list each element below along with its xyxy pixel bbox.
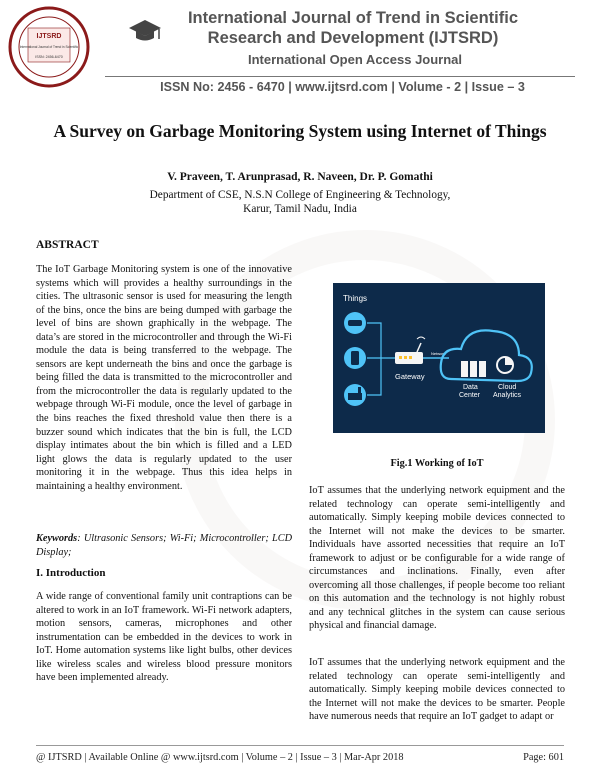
logo-issn: ISSN: 2456-6470 bbox=[35, 55, 63, 59]
introduction-text: A wide range of conventional family unit contraptions can be altered to work in an IoT framework. Wi-Fi network adapters, motion sensors, cameras, microphones and other instrumentation can be embedded in the devices to work in IoT. Home automation systems like light bulbs, other devices like wireless scales and wireless blood pressure monitors have been implemented already. bbox=[36, 591, 292, 684]
issn-line: ISSN No: 2456 - 6470 | www.ijtsrd.com | Volume - 2 | Issue – 3 bbox=[160, 80, 525, 94]
keywords-text: : Ultrasonic Sensors; Wi-Fi; Microcontroller; LCD Display; bbox=[36, 533, 292, 558]
figure-data-center-label: Data Center bbox=[459, 384, 481, 399]
footer-divider bbox=[36, 745, 564, 746]
footer-text: @ IJTSRD | Available Online @ www.ijtsrd.com | Volume – 2 | Issue – 3 | Mar-Apr 2018 bbox=[36, 752, 404, 763]
paper-authors: V. Praveen, T. Arunprasad, R. Naveen, Dr. P. Gomathi bbox=[167, 171, 433, 183]
logo-acronym: IJTSRD bbox=[36, 33, 62, 40]
data-center-icon bbox=[461, 361, 486, 377]
affiliation-line2: Karur, Tamil Nadu, India bbox=[243, 203, 357, 215]
phone-icon bbox=[344, 347, 366, 369]
paper-affiliation bbox=[20, 188, 580, 216]
abstract-text: The IoT Garbage Monitoring system is one of the innovative systems which will provides a healthy surroundings in the cities. The ultrasonic sensor is used for measuring the length of the bins, once the bins are being dumped with garbage the level of bins are shown graphically in the webpage. The data’s are stored in the microcontroller and through the Wi-Fi module the data is being transferred to the webpage. The sensors are kept underneath the bins and once the garbage is being filled the data is transmitted to the microcontroller and from the microcontroller the data is regularly updated to the webpage through Wi-Fi module, once the level of garbage in the bins reaches the fixed threshold value then there is a buzzer sound which indicates that the bin is full, the LCD display intimates about the bin which is filled and a LED light glows the data is regularly updated to the user monitoring it in the webpage. Thus this idea helps in maintaining a healthy environment. bbox=[36, 264, 292, 492]
keywords bbox=[36, 532, 292, 559]
introduction-heading: I. Introduction bbox=[36, 567, 106, 579]
logo-journal-name: International Journal of Trend in Scientific bbox=[19, 45, 79, 49]
right-paragraph-1: IoT assumes that the underlying network equipment and the related technology can operate semi-intelligently and automatically. Simply keeping mobile devices connected to the Internet will not make the devices to be smarter. Individuals have assorted necessities that require an IoT framework to adjust or be configurable for a wide range of circumstances and inclinations. Finally, even after overcoming all those challenges, if people become too reliant on this automation and the technology is not highly robust and any technical glitches in the system can cause serious physical and financial damage. bbox=[309, 485, 565, 632]
iot-figure bbox=[333, 283, 545, 433]
journal-logo bbox=[8, 6, 90, 88]
journal-title bbox=[148, 8, 558, 48]
abstract-heading: ABSTRACT bbox=[36, 239, 99, 251]
affiliation-line1: Department of CSE, N.S.N College of Engineering & Technology, bbox=[149, 189, 451, 201]
factory-icon bbox=[344, 384, 366, 406]
paper-title: A Survey on Garbage Monitoring System using Internet of Things bbox=[53, 121, 547, 141]
journal-title-line2: Research and Development (IJTSRD) bbox=[207, 29, 499, 47]
page-number: Page: 601 bbox=[523, 752, 564, 763]
figure-gateway-label: Gateway bbox=[395, 372, 425, 381]
journal-title-line1: International Journal of Trend in Scientific bbox=[187, 9, 519, 27]
figure-network-label: Network bbox=[431, 351, 446, 356]
car-icon bbox=[344, 312, 366, 334]
right-paragraph-2: IoT assumes that the underlying network equipment and the related technology can operate semi-intelligently and automatically. Simply keeping mobile devices connected to the Internet will not make the devices to be smarter. People have numerous needs that require an IoT gadget to adapt or bbox=[309, 657, 565, 723]
header-divider bbox=[105, 76, 575, 77]
page-footer bbox=[36, 752, 564, 763]
figure-cloud-label: Cloud Analytics bbox=[493, 384, 522, 399]
open-access-label: International Open Access Journal bbox=[247, 52, 463, 67]
keywords-label: Keywords bbox=[36, 533, 78, 544]
figure-things-label: Things bbox=[343, 294, 368, 303]
figure-caption: Fig.1 Working of IoT bbox=[390, 458, 484, 469]
